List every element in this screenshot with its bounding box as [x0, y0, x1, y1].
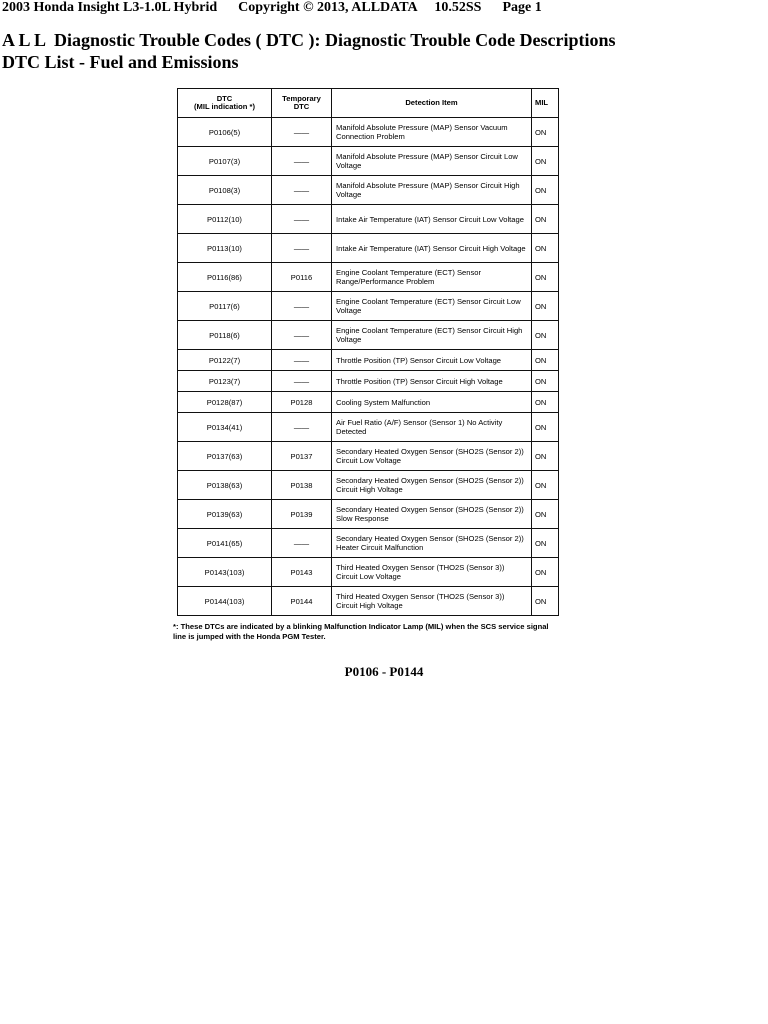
table-row — [178, 442, 559, 471]
table-row — [178, 118, 559, 147]
detection-item-cell: Manifold Absolute Pressure (MAP) Sensor Circuit High Voltage — [332, 176, 532, 205]
temporary-dtc-cell: —— — [272, 350, 332, 371]
temporary-dtc-cell: —— — [272, 176, 332, 205]
mil-cell: ON — [532, 392, 559, 413]
table-row — [178, 371, 559, 392]
temporary-dtc-cell: P0116 — [272, 263, 332, 292]
mil-cell: ON — [532, 350, 559, 371]
dtc-code-cell: P0134(41) — [178, 413, 272, 442]
table-row — [178, 587, 559, 616]
temporary-dtc-column-header: Temporary DTC — [272, 89, 332, 118]
dtc-code-cell: P0107(3) — [178, 147, 272, 176]
page-header — [2, 0, 542, 16]
detection-item-cell: Throttle Position (TP) Sensor Circuit Low Voltage — [332, 350, 532, 371]
detection-item-cell: Engine Coolant Temperature (ECT) Sensor Circuit Low Voltage — [332, 292, 532, 321]
temporary-dtc-cell: —— — [272, 205, 332, 234]
dtc-code-cell: P0123(7) — [178, 371, 272, 392]
header-version: 10.52SS — [434, 0, 482, 15]
dtc-code-cell: P0116(86) — [178, 263, 272, 292]
table-row — [178, 176, 559, 205]
dtc-code-cell: P0113(10) — [178, 234, 272, 263]
table-row — [178, 350, 559, 371]
dtc-code-cell: P0141(65) — [178, 529, 272, 558]
temporary-dtc-cell: P0128 — [272, 392, 332, 413]
detection-item-cell: Intake Air Temperature (IAT) Sensor Circuit High Voltage — [332, 234, 532, 263]
document-subtitle: DTC List - Fuel and Emissions — [2, 52, 239, 72]
temporary-dtc-cell: —— — [272, 413, 332, 442]
temporary-dtc-cell: —— — [272, 321, 332, 350]
footnote: *: These DTCs are indicated by a blinking Malfunction Indicator Lamp (MIL) when the SCS service signal line is jumped with the Honda PGM Tester. — [173, 622, 549, 641]
mil-cell: ON — [532, 176, 559, 205]
mil-cell: ON — [532, 147, 559, 176]
mil-cell: ON — [532, 529, 559, 558]
detection-item-cell: Engine Coolant Temperature (ECT) Sensor Circuit High Voltage — [332, 321, 532, 350]
table-row — [178, 205, 559, 234]
header-page: Page 1 — [502, 0, 542, 15]
detection-item-cell: Third Heated Oxygen Sensor (THO2S (Sensor 3)) Circuit High Voltage — [332, 587, 532, 616]
mil-cell: ON — [532, 558, 559, 587]
temporary-dtc-cell: —— — [272, 292, 332, 321]
mil-cell: ON — [532, 371, 559, 392]
temporary-dtc-cell: P0138 — [272, 471, 332, 500]
table-row — [178, 292, 559, 321]
table-row — [178, 471, 559, 500]
temporary-dtc-cell: P0144 — [272, 587, 332, 616]
dtc-column-header: DTC (MIL indication *) — [178, 89, 272, 118]
dtc-table-figure — [171, 88, 561, 642]
dtc-code-cell: P0143(103) — [178, 558, 272, 587]
temporary-dtc-cell: —— — [272, 234, 332, 263]
dtc-code-cell: P0139(63) — [178, 500, 272, 529]
dtc-code-cell: P0112(10) — [178, 205, 272, 234]
detection-item-cell: Secondary Heated Oxygen Sensor (SHO2S (Sensor 2)) Circuit Low Voltage — [332, 442, 532, 471]
temporary-dtc-cell: —— — [272, 118, 332, 147]
detection-item-cell: Third Heated Oxygen Sensor (THO2S (Sensor 3)) Circuit Low Voltage — [332, 558, 532, 587]
table-row — [178, 392, 559, 413]
detection-item-cell: Throttle Position (TP) Sensor Circuit High Voltage — [332, 371, 532, 392]
detection-item-cell: Secondary Heated Oxygen Sensor (SHO2S (Sensor 2)) Circuit High Voltage — [332, 471, 532, 500]
detection-item-cell: Secondary Heated Oxygen Sensor (SHO2S (Sensor 2)) Heater Circuit Malfunction — [332, 529, 532, 558]
dtc-table — [177, 88, 559, 616]
mil-cell: ON — [532, 587, 559, 616]
detection-item-cell: Manifold Absolute Pressure (MAP) Sensor Circuit Low Voltage — [332, 147, 532, 176]
table-row — [178, 321, 559, 350]
table-row — [178, 234, 559, 263]
mil-cell: ON — [532, 234, 559, 263]
table-row — [178, 558, 559, 587]
detection-item-cell: Air Fuel Ratio (A/F) Sensor (Sensor 1) No Activity Detected — [332, 413, 532, 442]
document-title: A L L Diagnostic Trouble Codes ( DTC ): Diagnostic Trouble Code Descriptions — [2, 30, 616, 50]
table-row — [178, 263, 559, 292]
mil-cell: ON — [532, 413, 559, 442]
mil-cell: ON — [532, 471, 559, 500]
temporary-dtc-cell: P0143 — [272, 558, 332, 587]
temporary-dtc-cell: —— — [272, 529, 332, 558]
detection-item-cell: Cooling System Malfunction — [332, 392, 532, 413]
mil-cell: ON — [532, 321, 559, 350]
mil-cell: ON — [532, 205, 559, 234]
mil-column-header: MIL — [532, 89, 559, 118]
mil-cell: ON — [532, 118, 559, 147]
table-row — [178, 413, 559, 442]
mil-cell: ON — [532, 292, 559, 321]
dtc-code-cell: P0106(5) — [178, 118, 272, 147]
detection-item-cell: Secondary Heated Oxygen Sensor (SHO2S (Sensor 2)) Slow Response — [332, 500, 532, 529]
dtc-code-cell: P0144(103) — [178, 587, 272, 616]
dtc-code-cell: P0137(63) — [178, 442, 272, 471]
code-range-label: P0106 - P0144 — [344, 664, 424, 679]
table-header-row — [178, 89, 559, 118]
dtc-code-cell: P0108(3) — [178, 176, 272, 205]
temporary-dtc-cell: P0139 — [272, 500, 332, 529]
dtc-table-body — [178, 118, 559, 616]
detection-item-cell: Intake Air Temperature (IAT) Sensor Circuit Low Voltage — [332, 205, 532, 234]
dtc-code-cell: P0118(6) — [178, 321, 272, 350]
table-row — [178, 500, 559, 529]
dtc-code-cell: P0128(87) — [178, 392, 272, 413]
mil-cell: ON — [532, 442, 559, 471]
table-row — [178, 529, 559, 558]
dtc-code-cell: P0117(6) — [178, 292, 272, 321]
dtc-code-cell: P0138(63) — [178, 471, 272, 500]
mil-cell: ON — [532, 263, 559, 292]
dtc-code-cell: P0122(7) — [178, 350, 272, 371]
header-copyright: Copyright © 2013, ALLDATA — [238, 0, 417, 15]
mil-cell: ON — [532, 500, 559, 529]
temporary-dtc-cell: —— — [272, 147, 332, 176]
header-vehicle: 2003 Honda Insight L3-1.0L Hybrid — [2, 0, 218, 15]
detection-item-cell: Manifold Absolute Pressure (MAP) Sensor Vacuum Connection Problem — [332, 118, 532, 147]
table-row — [178, 147, 559, 176]
detection-item-cell: Engine Coolant Temperature (ECT) Sensor Range/Performance Problem — [332, 263, 532, 292]
detection-item-column-header: Detection Item — [332, 89, 532, 118]
temporary-dtc-cell: —— — [272, 371, 332, 392]
temporary-dtc-cell: P0137 — [272, 442, 332, 471]
